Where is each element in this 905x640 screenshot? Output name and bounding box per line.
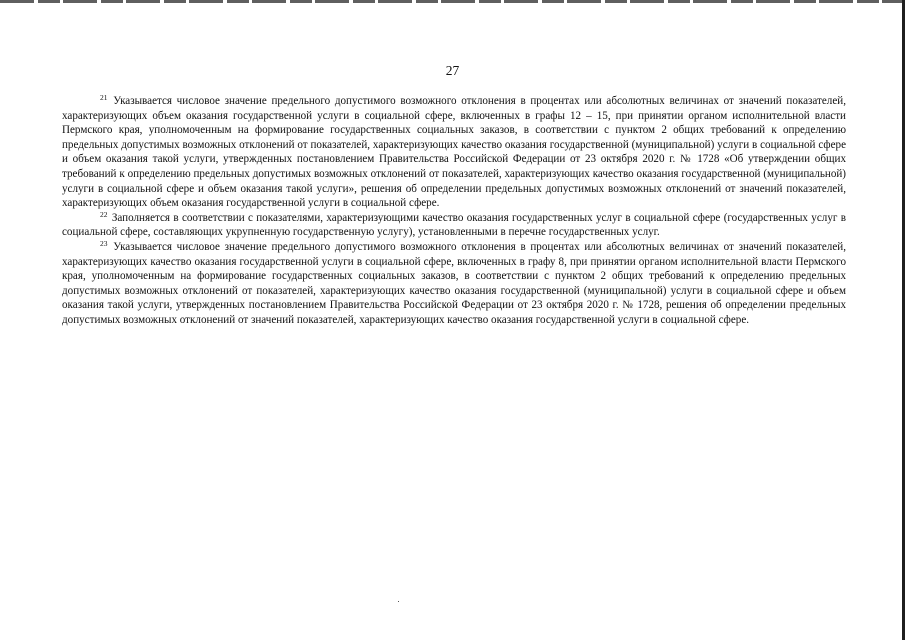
footnote-marker: 22 [100, 209, 108, 219]
footnotes [62, 94, 846, 328]
footnote-text: Заполняется в соответствии с показателями, характеризующими качество оказания государственных услуг в социальной сфере (государственных услуг в социальной сфере, составляющих укрупненную государственную услугу), установленными в перечне государственных услуг. [62, 211, 846, 239]
footnote-22 [62, 211, 846, 240]
footnote-23 [62, 240, 846, 328]
scan-top-edge [0, 0, 905, 3]
footnote-text: Указывается числовое значение предельного допустимого возможного отклонения в процентах или абсолютных величинах от значений показателей, характеризующих качество оказания государственной услуги в социальной сфере, включенных в графу 8, при принятии органом исполнительной власти Пермского края, уполномоченным на формирование государственных социальных заказов, в соответствии с пунктом 2 общих требований к определению предельных допустимых возможных отклонений от показателей, характеризующих качество оказания государственной (муниципальной) услуги в социальной сфере и объем оказания такой услуги, утвержденных постановлением Правительства Российской Федерации от 23 октября 2020 г. № 1728, решения об определении предельных допустимых возможных отклонений от значений показателей, характеризующих качество оказания государственной услуги в социальной сфере. [62, 240, 846, 326]
footnote-text: Указывается числовое значение предельного допустимого возможного отклонения в процентах или абсолютных величинах от значений показателей, характеризующих объем оказания государственной услуги в социальной сфере, включенных в графы 12 – 15, при принятии органом исполнительной власти Пермского края, уполномоченным на формирование государственных социальных заказов, в соответствии с пунктом 2 общих требований к определению предельных допустимых возможных отклонений от показателей, характеризующих качество оказания государственной (муниципальной) услуги в социальной сфере и объем оказания такой услуги, утвержденных постановлением Правительства Российской Федерации от 23 октября 2020 г. № 1728 «Об утверждении общих требований к определению предельных допустимых возможных отклонений от показателей, характеризующих качество оказания государственной (муниципальной) услуги в социальной сфере и объем оказания такой услуги», решения об определении предельных допустимых возможных отклонений от значений показателей, характеризующих объем оказания государственной услуги в социальной сфере. [62, 95, 846, 210]
scan-speck [398, 601, 399, 602]
footnote-marker: 21 [100, 93, 108, 102]
page-number: 27 [445, 63, 460, 78]
footnote-21 [62, 94, 846, 211]
footnote-marker: 23 [100, 238, 108, 248]
